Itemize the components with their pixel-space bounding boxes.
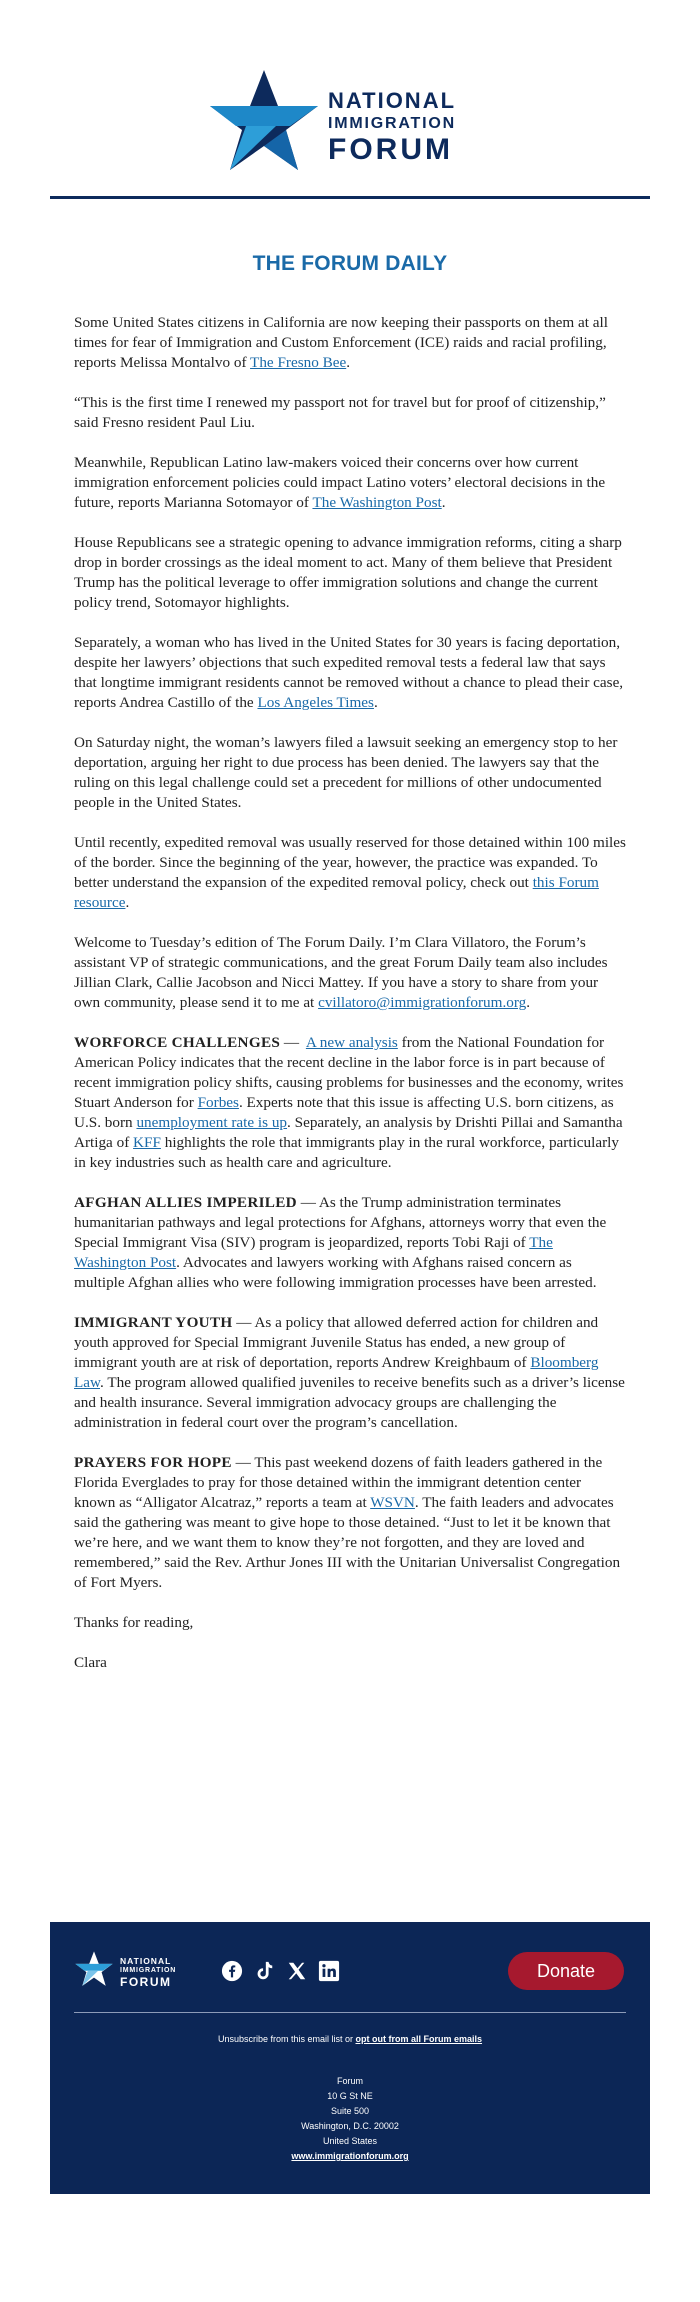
paragraph-text: Until recently, expedited removal was usually reserved for those detained within 100 miles of the border. Since the beginning of the year, however, the practice was expanded. To better understand the expansion of the expedited removal policy, check out	[74, 834, 626, 891]
link-forbes[interactable]: Forbes	[197, 1094, 239, 1111]
link-la-times[interactable]: Los Angeles Times	[257, 694, 374, 711]
section-text: . Separately, an analysis by Drishti Pillai and Samantha Artiga of	[74, 1114, 623, 1151]
footer-logo-wordmark	[120, 1956, 176, 1989]
unsubscribe-text: Unsubscribe from this email list or	[217, 2034, 356, 2044]
forum-logo[interactable]	[206, 68, 486, 174]
paragraph-lawsuit: On Saturday night, the woman’s lawyers filed a lawsuit seeking an emergency stop to her deportation, arguing her right to due process has been denied. The lawyers say that the ruling on this legal challenge could set a precedent for millions of other undocumented people in the United States.	[74, 734, 618, 811]
section-text: . Experts note that this issue is affecting U.S. born citizens, as U.S. born	[74, 1094, 614, 1131]
logo-line-3: FORUM	[328, 133, 453, 166]
section-text: . The faith leaders and advocates said the gathering was meant to give hope to those detained. “Just to let it be known that we’re here, and we want them to know they’re not forgotten, and they are loved and remembered,” said the Rev. Arthur Jones III with the Unitarian Universalist Congregation of Fort Myers.	[74, 1494, 621, 1591]
x-icon[interactable]	[286, 1960, 308, 1982]
address-line: Washington, D.C. 20002	[301, 2121, 399, 2131]
paragraph-end: .	[526, 994, 531, 1011]
section-heading: WORFORCE CHALLENGES	[74, 1034, 281, 1051]
section-text: . The program allowed qualified juveniles to receive benefits such as a driver’s license and health insurance. Several immigration advocacy groups are challenging the administration in federal court over the program’s cancellation.	[74, 1374, 625, 1431]
section-prayers-for-hope	[74, 1453, 626, 1593]
logo-line-2: IMMIGRATION	[328, 115, 456, 132]
section-text: from the National Foundation for American Policy indicates that the recent decline in the labor force is in part because of recent immigration policy shifts, causing problems for businesses and the economy, writes Stuart Anderson for	[74, 1034, 624, 1111]
link-new-analysis[interactable]: A new analysis	[305, 1034, 398, 1051]
paragraph-latino-lawmakers	[74, 453, 626, 513]
header-divider	[50, 196, 650, 199]
facebook-icon[interactable]	[221, 1960, 243, 1982]
unsubscribe-line	[50, 2034, 650, 2044]
footer-logo-line-3: FORUM	[120, 1975, 172, 1989]
footer-logo-line-1: NATIONAL	[120, 1956, 172, 1966]
footer-address	[50, 2074, 650, 2164]
address-line: United States	[322, 2136, 378, 2146]
link-washington-post[interactable]: The Washington Post	[312, 494, 442, 511]
paragraph-passports	[74, 313, 626, 373]
paragraph-expedited-removal	[74, 833, 626, 913]
section-heading: AFGHAN ALLIES IMPERILED	[74, 1194, 297, 1211]
section-text: — This past weekend dozens of faith leaders gathered in the Florida Everglades to pray for those detained within the immigrant detention center known as “Alligator Alcatraz,” reports a team at	[74, 1454, 603, 1511]
paragraph-text: Meanwhile, Republican Latino law-makers voiced their concerns over how current immigration enforcement policies could impact Latino voters’ electoral decisions in the future, reports Marianna Sotomayor of	[74, 454, 606, 511]
section-heading: PRAYERS FOR HOPE	[74, 1454, 232, 1471]
section-immigrant-youth	[74, 1313, 626, 1433]
closing-line: Thanks for reading,	[74, 1614, 194, 1631]
section-heading: IMMIGRANT YOUTH	[74, 1314, 233, 1331]
paragraph-end: .	[346, 354, 351, 371]
website-link[interactable]: www.immigrationforum.org	[291, 2151, 409, 2161]
footer-star-logo-icon	[74, 1950, 114, 1988]
paragraph-house-republicans: House Republicans see a strategic opening to advance immigration reforms, citing a sharp drop in border crossings as the ideal moment to act. Many of them believe that President Trump has the political leverage to offer immigration solutions and change the current policy trend, Sotomayor highlights.	[74, 534, 622, 611]
star-logo-icon	[206, 68, 322, 174]
footer-divider	[74, 2012, 626, 2013]
section-text: . Advocates and lawyers working with Afghans raised concern as multiple Afghan allies who were following immigration processes have been arrested.	[74, 1254, 597, 1291]
opt-out-link[interactable]: opt out from all Forum emails	[355, 2034, 483, 2044]
paragraph-end: .	[441, 494, 446, 511]
paragraph-end: .	[373, 694, 378, 711]
paragraph-deportation	[74, 633, 626, 713]
footer-logo[interactable]	[74, 1950, 194, 1994]
link-bloomberg-law[interactable]: Bloomberg Law	[74, 1354, 599, 1391]
paragraph-quote-liu: “This is the first time I renewed my passport not for travel but for proof of citizenship,” said Fresno resident Paul Liu.	[74, 394, 606, 431]
signature: Clara	[74, 1654, 107, 1671]
section-afghan-allies	[74, 1193, 626, 1293]
footer-logo-line-2: IMMIGRATION	[120, 1967, 177, 1974]
tiktok-icon[interactable]	[253, 1960, 275, 1982]
paragraph-text: Welcome to Tuesday’s edition of The Forum Daily. I’m Clara Villatoro, the Forum’s assistant VP of strategic communications, and the great Forum Daily team also includes Jillian Clark, Callie Jacobson and Nicci Mattey. If you have a story to share from your own community, please send it to me at	[74, 934, 608, 1011]
footer	[50, 1922, 650, 2194]
paragraph-text: Separately, a woman who has lived in the United States for 30 years is facing deportation, despite her lawyers’ objections that such expedited removal tests a federal law that says that longtime immigrant residents cannot be removed without a chance to plead their case, reports Andrea Castillo of the	[74, 634, 624, 711]
address-line: 10 G St NE	[327, 2091, 373, 2101]
logo-wordmark	[328, 88, 456, 166]
paragraph-end: .	[125, 894, 130, 911]
donate-button[interactable]: Donate	[508, 1952, 624, 1990]
newsletter-body	[74, 313, 626, 1693]
link-washington-post-2[interactable]: The Washington Post	[74, 1234, 553, 1271]
section-workforce	[74, 1033, 626, 1173]
section-text: — As the Trump administration terminates humanitarian pathways and legal protections for Afghans, attorneys worry that even the Special Immigrant Visa (SIV) program is jeopardized, reports Tobi Raji of	[74, 1194, 607, 1251]
section-text: highlights the role that immigrants play in the rural workforce, particularly in key industries such as health care and agriculture.	[74, 1134, 619, 1171]
link-forum-resource[interactable]: this Forum resource	[74, 874, 599, 911]
address-line: Suite 500	[330, 2106, 370, 2116]
link-fresno-bee[interactable]: The Fresno Bee	[250, 354, 347, 371]
paragraph-text: Some United States citizens in California are now keeping their passports on them at all times for fear of Immigration and Custom Enforcement (ICE) raids and racial profiling, reports Melissa Montalvo of	[74, 314, 608, 371]
section-text: — As a policy that allowed deferred action for children and youth approved for Special Immigrant Juvenile Status has ended, a new group of immigrant youth are at risk of deportation, reports Andrew Kreighbaum of	[74, 1314, 599, 1371]
paragraph-welcome	[74, 933, 626, 1013]
linkedin-icon[interactable]	[318, 1960, 340, 1982]
link-unemployment-rate[interactable]: unemployment rate is up	[136, 1114, 288, 1131]
address-line: Forum	[336, 2076, 363, 2086]
link-email-clara[interactable]: cvillatoro@immigrationforum.org	[318, 994, 527, 1011]
section-dash: —	[280, 1034, 306, 1051]
newsletter-title: THE FORUM DAILY	[252, 252, 448, 275]
link-wsvn[interactable]: WSVN	[370, 1494, 415, 1511]
link-kff[interactable]: KFF	[133, 1134, 161, 1151]
logo-line-1: NATIONAL	[328, 88, 457, 113]
